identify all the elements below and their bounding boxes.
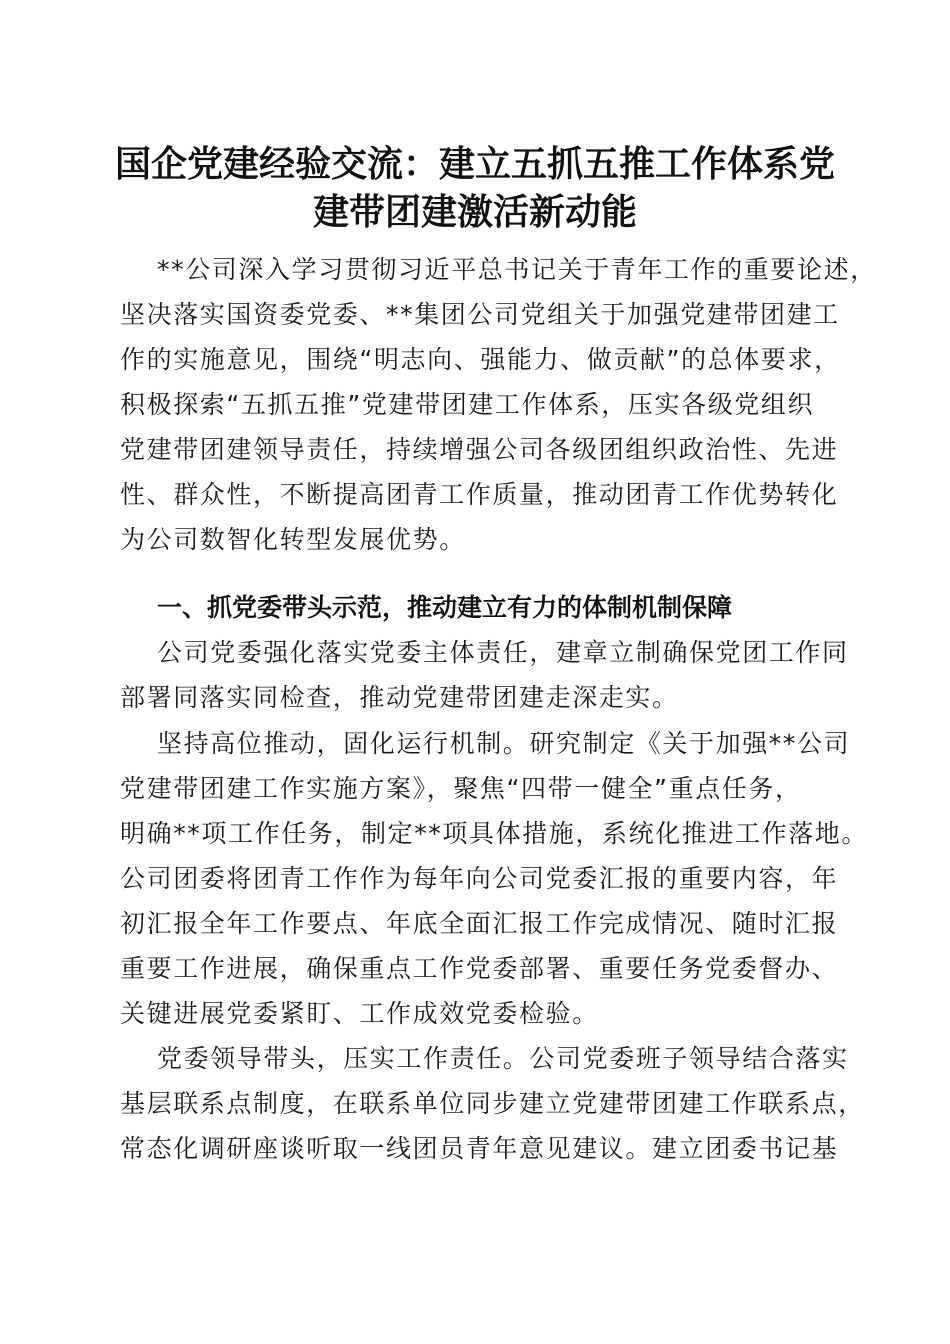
- paragraph-4-line: 基层联系点制度，在联系单位同步建立党建带团建工作联系点，: [120, 1089, 865, 1118]
- paragraph-3-line: 坚持高位推动，固化运行机制。研究制定《关于加强**公司: [157, 729, 851, 758]
- paragraph-3-line: 公司团委将团青工作作为每年向公司党委汇报的重要内容，年: [120, 864, 839, 893]
- paragraph-2-line: 部署同落实同检查，推动党建带团建走深走实。: [120, 683, 679, 712]
- document-title-line-1: 国企党建经验交流：建立五抓五推工作体系党: [114, 143, 835, 185]
- paragraph-3-line: 明确**项工作任务，制定**项具体措施，系统化推进工作落地。: [120, 819, 869, 848]
- paragraph-3-line: 重要工作进展，确保重点工作党委部署、重要任务党委督办、: [120, 954, 839, 983]
- paragraph-1-line: 作的实施意见，围绕“明志向、强能力、做贡献”的总体要求，: [120, 345, 841, 374]
- paragraph-1-line: 积极探索“五抓五推”党建带团建工作体系，压实各级党组织: [120, 390, 815, 419]
- paragraph-2-line: 公司党委强化落实党委主体责任，建章立制确保党团工作同: [157, 638, 849, 667]
- paragraph-1-line: 为公司数智化转型发展优势。: [120, 525, 466, 554]
- paragraph-1-line: 党建带团建领导责任，持续增强公司各级团组织政治性、先进: [120, 435, 839, 464]
- paragraph-1-line: 坚决落实国资委党委、**集团公司党组关于加强党建带团建工: [120, 300, 840, 329]
- paragraph-3-line: 初汇报全年工作要点、年底全面汇报工作完成情况、随时汇报: [120, 909, 839, 938]
- paragraph-3-line: 党建带团建工作实施方案》，聚焦“四带一健全”重点任务，: [120, 774, 802, 803]
- paragraph-3-line: 关键进展党委紧盯、工作成效党委检验。: [120, 999, 599, 1028]
- paragraph-4-line: 党委领导带头，压实工作责任。公司党委班子领导结合落实: [157, 1044, 849, 1073]
- document-title-line-2: 建带团建激活新动能: [312, 191, 637, 233]
- section-1-heading: 一、抓党委带头示范，推动建立有力的体制机制保障: [157, 593, 733, 622]
- paragraph-4-line: 常态化调研座谈听取一线团员青年意见建议。建立团委书记基: [120, 1134, 839, 1163]
- paragraph-1-line: 性、群众性，不断提高团青工作质量，推动团青工作优势转化: [120, 480, 839, 509]
- paragraph-1-line: **公司深入学习贯彻习近平总书记关于青年工作的重要论述，: [157, 255, 877, 284]
